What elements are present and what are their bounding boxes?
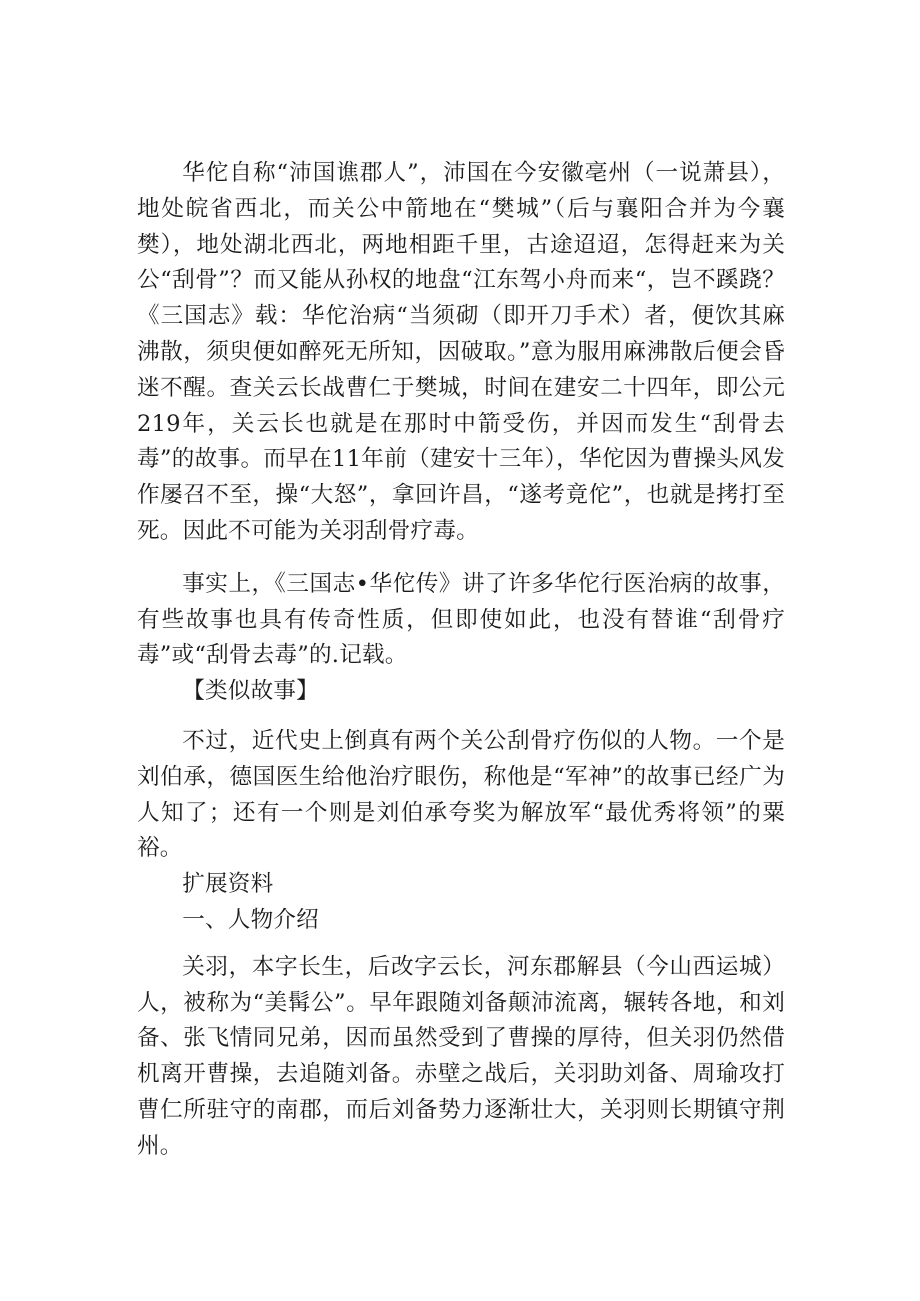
subheading-person-intro: 一、人物介绍: [182, 906, 319, 933]
paragraph-sanguozhi-record: 事实上，《三国志•华佗传》讲了许多华佗行医治病的故事，有些故事也具有传奇性质，但即使如此，也没有替谁“刮骨疗毒”或“刮骨去毒”的.记载。: [137, 570, 785, 669]
paragraph-huatuo-origin: 华佗自称“沛国谯郡人”，沛国在今安徽亳州（一说萧县），地处皖省西北，而关公中箭地在“樊城”（后与襄阳合并为今襄樊），地处湖北西北，两地相距千里，古途迢迢，怎得赶来为关公“刮骨”？而又能从孙权的地盘“江东驾小舟而来“，岂不蹊跷？《三国志》载：华佗治病“当须砌（即开刀手术）者，便饮其麻沸散，须臾便如醉死无所知，因破取。”意为服用麻沸散后便会昏迷不醒。查关云长战曹仁于樊城，时间在建安二十四年，即公元219年，关云长也就是在那时中箭受伤，并因而发生“刮骨去毒”的故事。而早在11年前（建安十三年），华佗因为曹操头风发作屡召不至，操“大怒”，拿回许昌，“遂考竟佗”，也就是拷打至死。因此不可能为关羽刮骨疗毒。: [137, 160, 785, 544]
document-page: [137, 156, 785, 1165]
section-heading-similar-stories: 【类似故事】: [182, 678, 319, 705]
paragraph-modern-figures: 不过，近代史上倒真有两个关公刮骨疗伤似的人物。一个是刘伯承，德国医生给他治疗眼伤，称他是“军神”的故事已经广为人知了；还有一个则是刘伯承夸奖为解放军“最优秀将领”的粟裕。: [137, 727, 785, 862]
section-heading-extended-info: 扩展资料: [182, 871, 274, 898]
paragraph-guanyu-bio: 关羽，本字长生，后改字云长，河东郡解县（今山西运城）人，被称为“美髯公”。早年跟随刘备颠沛流离，辗转各地，和刘备、张飞情同兄弟，因而虽然受到了曹操的厚待，但关羽仍然借机离开曹操，去追随刘备。赤壁之战后，关羽助刘备、周瑜攻打曹仁所驻守的南郡，而后刘备势力逐渐壮大，关羽则长期镇守荆州。: [137, 953, 785, 1159]
